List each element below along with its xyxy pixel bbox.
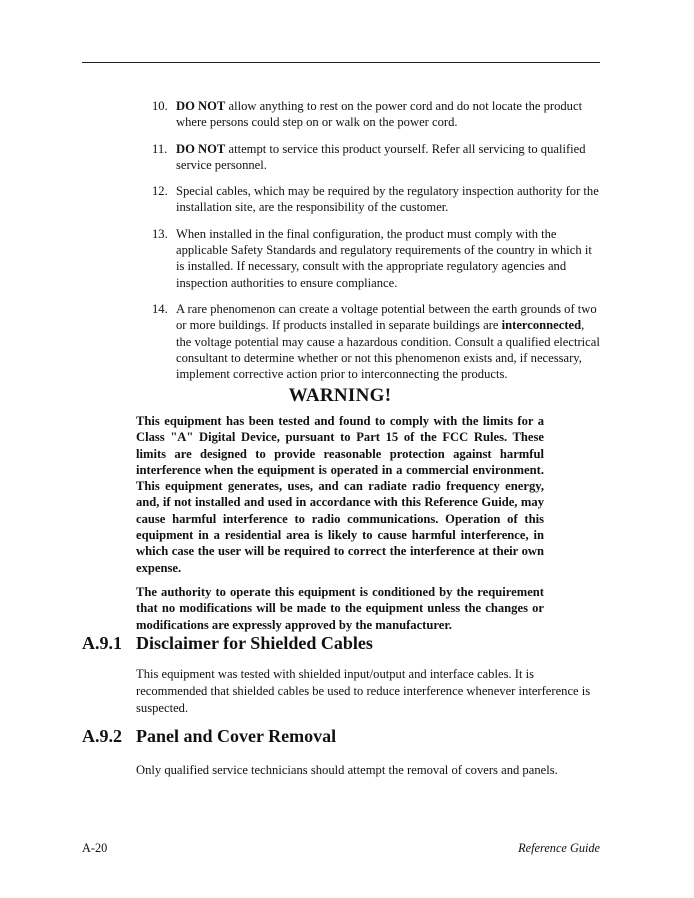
list-item [152, 226, 600, 291]
item-emphasis: DO NOT [176, 99, 226, 113]
warning-paragraph: This equipment has been tested and found to comply with the limits for a Class "A" Digital Device, pursuant to Part 15 of the FCC Rules. These limits are designed to provide reasonable protection against harmful interference when the equipment is operated in a commercial environment. This equipment generates, uses, and can radiate radio frequency energy, and, if not installed and used in accordance with this Reference Guide, may cause harmful interference to radio communications. Operation of this equipment in a residential area is likely to cause harmful interference, in which case the user will be required to correct the interference at their own expense. [136, 414, 544, 575]
section-heading-shielded-cables [82, 633, 373, 654]
item-number: 12. [152, 184, 168, 199]
list-item [152, 183, 600, 216]
warning-body [136, 413, 544, 641]
item-number: 11. [152, 141, 168, 156]
list-item [152, 98, 600, 131]
item-text: A rare phenomenon can create a voltage potential between the earth grounds of two or more buildings. If products installed in separate buildings are [176, 301, 597, 333]
item-number: 14. [152, 301, 168, 316]
warning-title: WARNING! [288, 385, 392, 406]
item-number: 13. [152, 226, 168, 241]
section-heading-panel-cover-removal [82, 726, 336, 747]
list-item [152, 301, 600, 382]
safety-instructions-list [152, 98, 600, 392]
item-emphasis: DO NOT [176, 141, 226, 156]
section-number: A.9.1 [82, 633, 122, 653]
header-rule [82, 62, 600, 63]
section-title: Disclaimer for Shielded Cables [136, 633, 373, 653]
item-text: allow anything to rest on the power cord and do not locate the product where persons could step on or walk on the power cord. [176, 99, 583, 130]
item-number: 10. [152, 99, 168, 113]
section-title: Panel and Cover Removal [136, 726, 337, 746]
list-item [152, 141, 600, 174]
warning-paragraph: The authority to operate this equipment is conditioned by the requirement that no modifications will be made to the equipment unless the changes or modifications are expressly approved by the manufacturer. [136, 584, 544, 632]
item-text: , the voltage potential may cause a hazardous condition. Consult a qualified electrical consultant to determine whether or not this phenomenon exists and, if necessary, implement corrective action prior to interconnecting the products. [176, 318, 600, 382]
item-text: When installed in the final configuration, the product must comply with the applicable Safety Standards and regulatory requirements of the country in which it is installed. If necessary, consult with the appropriate regulatory agencies and inspection authorities to ensure compliance. [176, 226, 592, 290]
page-number: A-20 [82, 841, 108, 855]
section-number: A.9.2 [82, 726, 122, 746]
item-text: Special cables, which may be required by the regulatory inspection authority for the installation site, are the responsibility of the customer. [176, 184, 599, 215]
section-body: Only qualified service technicians should attempt the removal of covers and panels. [136, 763, 558, 777]
item-emphasis: interconnected [501, 318, 582, 333]
document-title: Reference Guide [518, 841, 600, 855]
section-body: This equipment was tested with shielded input/output and interface cables. It is recommended that shielded cables be used to reduce interference whenever interference is suspected. [136, 667, 591, 715]
item-text: attempt to service this product yourself. Refer all servicing to qualified service personnel. [176, 141, 586, 172]
